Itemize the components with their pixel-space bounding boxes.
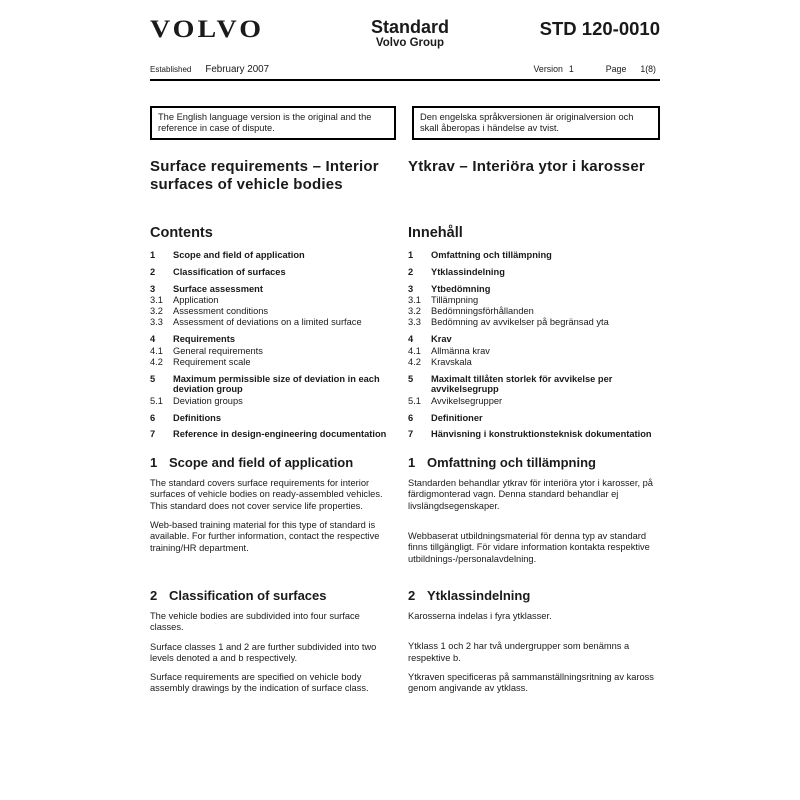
toc-item-label: Allmänna krav [431, 345, 490, 356]
toc-item-number: 7 [150, 429, 156, 440]
toc-item-number: 4.1 [408, 345, 421, 356]
toc-item-label: Krav [431, 334, 452, 345]
toc-item-number: 2 [408, 266, 414, 277]
toc-item-number: 6 [150, 412, 156, 423]
toc-item [150, 306, 390, 317]
toc-item [150, 267, 390, 278]
toc-item-label: Assessment of deviations on a limited surface [173, 317, 362, 328]
toc-item [408, 429, 660, 440]
toc-item-number: 4.2 [408, 356, 421, 367]
toc-swedish [408, 225, 660, 440]
toc-item [408, 346, 660, 357]
section-number: 1 [408, 455, 416, 471]
header-divider [150, 79, 660, 81]
toc-item-label: Requirements [173, 334, 235, 345]
toc-item-label: Tillämpning [431, 294, 479, 305]
title-row [150, 158, 660, 193]
toc-item-number: 5 [150, 373, 156, 384]
paragraph: Surface classes 1 and 2 are further subdivided into two levels denoted a and b respectively. [150, 641, 377, 663]
toc-item [408, 357, 660, 368]
section-1-sv [408, 455, 660, 573]
toc-item-label: Maximum permissible size of deviation in each deviation group [173, 373, 380, 395]
header-center [320, 16, 500, 50]
toc-item-label: Hänvisning i konstruktionsteknisk dokumentation [431, 429, 652, 440]
paragraph: Karosserna indelas i fyra ytklasser. [408, 610, 552, 621]
toc-item-number: 3.3 [150, 317, 163, 328]
toc-item-number: 3.2 [150, 306, 163, 317]
section-2-sv [408, 588, 660, 703]
toc-item-label: Ytbedömning [431, 283, 491, 294]
toc-item [408, 317, 660, 328]
toc-item [150, 284, 390, 295]
toc-item-number: 7 [408, 429, 414, 440]
volvo-logo: VOLVO [150, 15, 264, 44]
toc-item-number: 4.2 [150, 356, 163, 367]
toc-item [408, 413, 660, 424]
toc-item-number: 3.1 [150, 294, 163, 305]
toc-item-number: 5.1 [408, 395, 421, 406]
toc-item [150, 413, 390, 424]
paragraph: Standarden behandlar ytkrav för interiöra ytor i karosser, på färdigmonterad vagn. Denna standard behandlar ej livslängdsegenskaper. [408, 478, 653, 511]
established-date: February 2007 [205, 64, 270, 75]
toc-item-number: 5.1 [150, 395, 163, 406]
section-title: Scope and field of application [169, 455, 354, 471]
toc-item [150, 295, 390, 306]
toc-item [408, 284, 660, 295]
version-field [534, 64, 574, 74]
section-title: Omfattning och tillämpning [427, 455, 596, 471]
version-label: Version [533, 64, 563, 74]
paragraph: The standard covers surface requirements for interior surfaces of vehicle bodies on ready-assembled vehicles. This standard does not cover service life properties. [150, 478, 383, 511]
toc-item-label: Definitioner [431, 412, 483, 423]
paragraph: Ytklass 1 och 2 har två undergrupper som benämns a respektive b. [408, 641, 630, 663]
toc-item [408, 295, 660, 306]
toc-english [150, 225, 390, 440]
header-meta-row [150, 64, 660, 75]
notice-english: The English language version is the original and the reference in case of dispute. [150, 106, 396, 140]
document-content [150, 16, 660, 703]
toc-item-number: 4 [408, 334, 414, 345]
section-1-en [150, 455, 390, 573]
section-title: Classification of surfaces [169, 587, 327, 603]
toc-item-label: Surface assessment [173, 283, 263, 294]
toc-item [408, 250, 660, 261]
toc-item-number: 3 [408, 283, 414, 294]
page-label: Page [605, 64, 627, 74]
toc-item [408, 396, 660, 407]
org-name: Volvo Group [375, 37, 445, 49]
toc-item [150, 357, 390, 368]
toc-item-number: 2 [150, 266, 156, 277]
toc-item [150, 374, 390, 396]
notice-row [150, 106, 660, 140]
section-heading-en [150, 588, 390, 603]
notice-swedish: Den engelska språkversionen är originalversion och skall åberopas i händelse av tvist. [412, 106, 660, 140]
toc-heading-sv: Innehåll [408, 225, 463, 241]
section-heading-sv [408, 588, 660, 603]
section-1 [150, 455, 660, 573]
toc-item-label: General requirements [173, 345, 263, 356]
section-number: 2 [150, 587, 158, 603]
title-en: Surface requirements – Interior surfaces of vehicle bodies [150, 158, 379, 193]
toc-item [408, 306, 660, 317]
paragraph: Webbaserat utbildningsmaterial för denna typ av standard finns tillgängligt. För vidare information kontakta respektive utbildnings-/personalavdelning. [408, 531, 650, 564]
toc-item [150, 396, 390, 407]
toc-item-number: 3.2 [408, 306, 421, 317]
doc-number: STD 120-0010 [539, 18, 660, 39]
established-label: Established [150, 65, 192, 74]
section-heading-sv [408, 455, 660, 470]
paragraph: Web-based training material for this type of standard is available. For further information, contact the respective training/HR department. [150, 520, 380, 553]
section-2 [150, 588, 660, 703]
toc-item-number: 3.3 [408, 317, 421, 328]
toc-item [150, 429, 390, 440]
page-value: 1(8) [640, 64, 656, 74]
paragraph: Surface requirements are specified on vehicle body assembly drawings by the indication of surface class. [150, 672, 369, 694]
toc-item-label: Application [173, 294, 219, 305]
title-sv: Ytkrav – Interiöra ytor i karosser [408, 158, 645, 175]
doc-type-label: Standard [370, 17, 449, 37]
toc-item-label: Classification of surfaces [173, 266, 286, 277]
toc-item-number: 6 [408, 412, 414, 423]
toc-item-number: 5 [408, 373, 414, 384]
toc-item-label: Requirement scale [173, 356, 251, 367]
toc-item [408, 267, 660, 278]
toc-item-label: Definitions [173, 412, 222, 423]
toc-item [150, 346, 390, 357]
paragraph: Ytkraven specificeras på sammanställningsritning av kaross genom angivande av ytklass. [408, 671, 654, 694]
toc-item-label: Bedömning av avvikelser på begränsad yta [431, 317, 609, 328]
toc-item-label: Scope and field of application [173, 250, 305, 260]
toc-item-label: Kravskala [431, 356, 472, 367]
toc-item [150, 334, 390, 345]
toc-heading-en: Contents [150, 225, 213, 241]
toc-item [150, 250, 390, 261]
toc-item [408, 374, 660, 396]
paragraph: The vehicle bodies are subdivided into four surface classes. [150, 610, 360, 633]
section-heading-en [150, 455, 390, 470]
toc-item-label: Avvikelsegrupper [431, 395, 503, 406]
document-header [150, 16, 660, 50]
toc-item-label: Reference in design-engineering documentation [173, 429, 387, 440]
section-number: 1 [150, 455, 158, 471]
toc-item-number: 4 [150, 334, 156, 345]
toc-item-number: 1 [408, 250, 414, 260]
version-value: 1 [568, 64, 574, 74]
toc-item-number: 3 [150, 283, 156, 294]
toc-item-label: Maximalt tillåten storlek för avvikelse per avvikelsegrupp [431, 373, 613, 395]
toc-item-label: Ytklassindelning [431, 266, 505, 277]
page-field [606, 64, 656, 74]
toc-item [408, 334, 660, 345]
toc-item-label: Bedömningsförhållanden [431, 306, 534, 317]
toc-item [150, 317, 390, 328]
toc-item-number: 4.1 [150, 345, 163, 356]
toc-item-number: 1 [150, 250, 156, 260]
toc-item-label: Omfattning och tillämpning [431, 250, 552, 260]
toc-item-label: Assessment conditions [173, 306, 269, 317]
toc-item-number: 3.1 [408, 294, 421, 305]
section-number: 2 [408, 587, 416, 603]
toc-row-block [150, 225, 660, 440]
toc-item-label: Deviation groups [173, 395, 243, 406]
section-2-en [150, 588, 390, 703]
section-title: Ytklassindelning [427, 587, 531, 603]
